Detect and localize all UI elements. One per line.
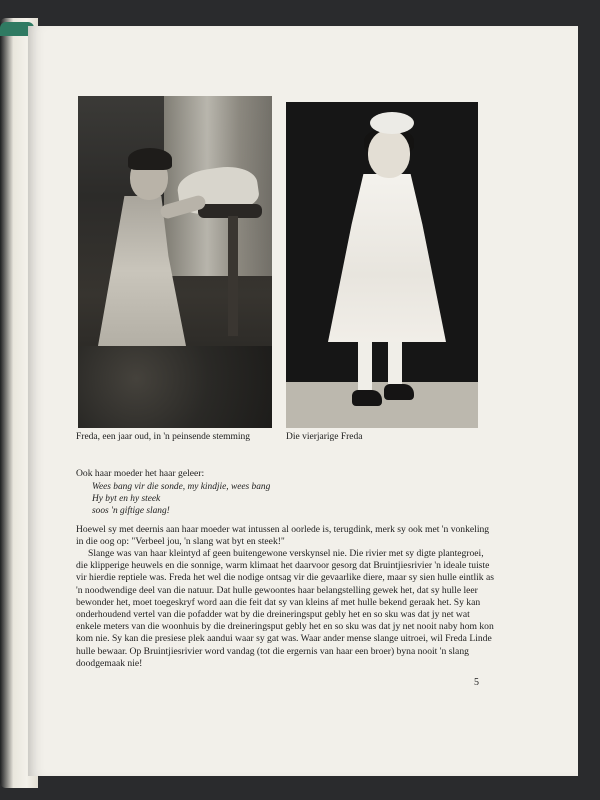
photo-child-leg bbox=[358, 342, 372, 390]
intro-line: Ook haar moeder het haar geleer: bbox=[76, 468, 205, 479]
paragraph: Hoewel sy met deernis aan haar moeder wat intussen al oorlede is, terugdink, merk sy ook met 'n vonkeling in die oog op: "Verbeel jou, 'n slang wat byt en steek!" bbox=[76, 524, 490, 548]
paragraph: Slange was van haar kleintyd af geen buitengewone verskynsel nie. Die rivier met sy digte plantegroei, die klipperige heuwels en die sonnige, warm klimaat het daarvoor gesorg dat Bruintjiesrivier 'n ideale tuiste vir hierdie reptiele was. Freda het wel die nodige ontsag vir die gevaarlike diere, maar sy sien hulle eintlik as 'n noodwendige deel van die natuur. Dat hulle gewoontes haar belangstelling gewek het, dat sy hulle leer bewonder het, moet toegeskryf word aan die feit dat sy van kleins af met hulle bekend geraak het. Sy kan onderhoudend vertel van die pofadder wat by die dreineringsput gebly het en so sku was dat jy net wat enkele meters van die woonhuis by die dreineringsput gebly het en so sku was dat jy net nooit naby hom kon kom nie. Sy kan die presiese plek aandui waar sy gat was. Waar ander mense slange uitroei, wil Freda Linde hulle bewaar. Op Bruintjiesrivier word vandag (tot die ergernis van haar een broer) byna nooit 'n slang doodgemaak nie! bbox=[76, 548, 494, 669]
photo-freda-four-years bbox=[286, 102, 478, 428]
photo-child-dress bbox=[328, 174, 446, 342]
photo-child-head bbox=[368, 130, 410, 178]
poem-line: Wees bang vir die sonde, my kindjie, wees bang bbox=[92, 482, 271, 492]
page-number: 5 bbox=[474, 677, 479, 688]
poem-line: soos 'n giftige slang! bbox=[92, 506, 170, 516]
caption-right-photo: Die vierjarige Freda bbox=[286, 432, 363, 442]
photo-child-shoe bbox=[352, 390, 382, 406]
photo-chair-leg bbox=[228, 216, 238, 336]
photo-floor bbox=[286, 382, 478, 428]
photo-hair-bow bbox=[370, 112, 414, 134]
photo-child-shoe bbox=[384, 384, 414, 400]
photo-child-leg bbox=[388, 342, 402, 384]
photo-child-hair bbox=[128, 148, 172, 170]
photo-freda-one-year bbox=[78, 96, 272, 428]
caption-left-photo: Freda, een jaar oud, in 'n peinsende stemming bbox=[76, 432, 250, 442]
book-page bbox=[28, 26, 578, 776]
poem-verse bbox=[92, 481, 392, 517]
photo-ground bbox=[78, 346, 272, 428]
poem-line: Hy byt en hy steek bbox=[92, 494, 161, 504]
